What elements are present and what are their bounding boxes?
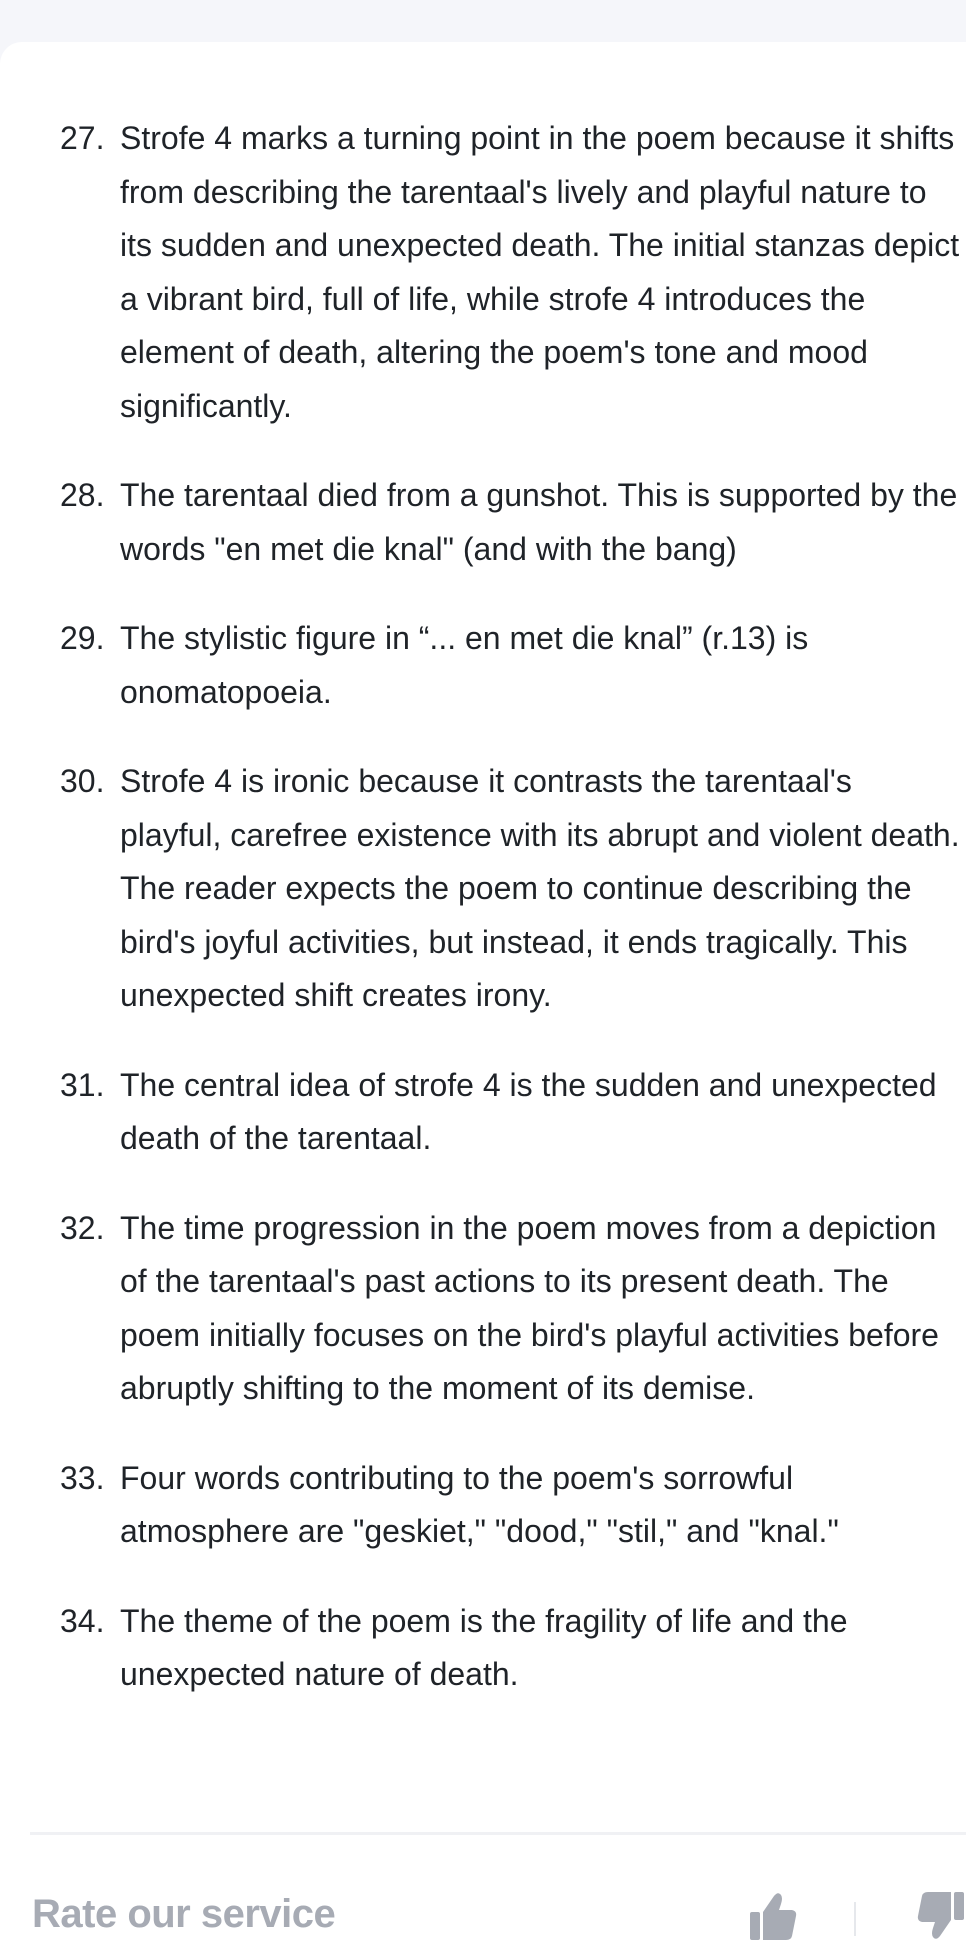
- answer-item: [0, 1452, 966, 1559]
- thumbs-up-icon[interactable]: [748, 1890, 798, 1942]
- answer-item: [0, 469, 966, 576]
- answer-item: [0, 755, 966, 1023]
- rate-our-service-label: Rate our service: [32, 1892, 336, 1936]
- thumbs-down-icon-graphic: [910, 1890, 966, 1942]
- answer-item: [0, 1059, 966, 1166]
- answer-number: 29.: [60, 620, 105, 656]
- answer-number: 27.: [60, 120, 105, 156]
- answer-text: Strofe 4 is ironic because it contrasts the tarentaal's playful, carefree existence with its abrupt and violent death. The reader expects the poem to continue describing the bird's joyful activities, but instead, it ends tragically. This unexpected shift creates irony.: [120, 763, 960, 1013]
- answer-item: [0, 112, 966, 433]
- answer-item: [0, 612, 966, 719]
- thumbs-up-icon-graphic: [748, 1890, 798, 1942]
- answer-text: Four words contributing to the poem's sorrowful atmosphere are "geskiet," "dood," "stil," and "knal.": [120, 1459, 839, 1549]
- answer-text: The theme of the poem is the fragility of life and the unexpected nature of death.: [120, 1602, 848, 1692]
- rating-divider: [30, 1832, 966, 1835]
- answer-text: The tarentaal died from a gunshot. This is supported by the words "en met die knal" (and with the bang): [120, 477, 958, 567]
- answer-text: The stylistic figure in “... en met die knal” (r.13) is onomatopoeia.: [120, 620, 809, 710]
- answer-number: 33.: [60, 1459, 105, 1496]
- rating-separator: [854, 1902, 856, 1936]
- answer-number: 31.: [60, 1066, 105, 1103]
- thumbs-down-icon[interactable]: [910, 1890, 966, 1942]
- top-strip: [0, 0, 966, 42]
- answer-text: The central idea of strofe 4 is the sudden and unexpected death of the tarentaal.: [120, 1066, 937, 1156]
- answer-item: [0, 1595, 966, 1702]
- answer-number: 34.: [60, 1602, 105, 1639]
- answer-text: The time progression in the poem moves from a depiction of the tarentaal's past actions to its present death. The poem initially focuses on the bird's playful activities before abruptly shifting to the moment of its demise.: [120, 1209, 939, 1406]
- answer-text: Strofe 4 marks a turning point in the poem because it shifts from describing the tarentaal's lively and playful nature to its sudden and unexpected death. The initial stanzas depict a vibrant bird, full of life, while strofe 4 introduces the element of death, altering the poem's tone and mood significantly.: [120, 120, 960, 424]
- answer-item: [0, 1202, 966, 1416]
- answer-number: 30.: [60, 763, 105, 799]
- answer-list: [0, 112, 966, 1738]
- answer-number: 28.: [60, 477, 105, 513]
- answer-number: 32.: [60, 1209, 105, 1246]
- answer-card: [0, 42, 966, 1947]
